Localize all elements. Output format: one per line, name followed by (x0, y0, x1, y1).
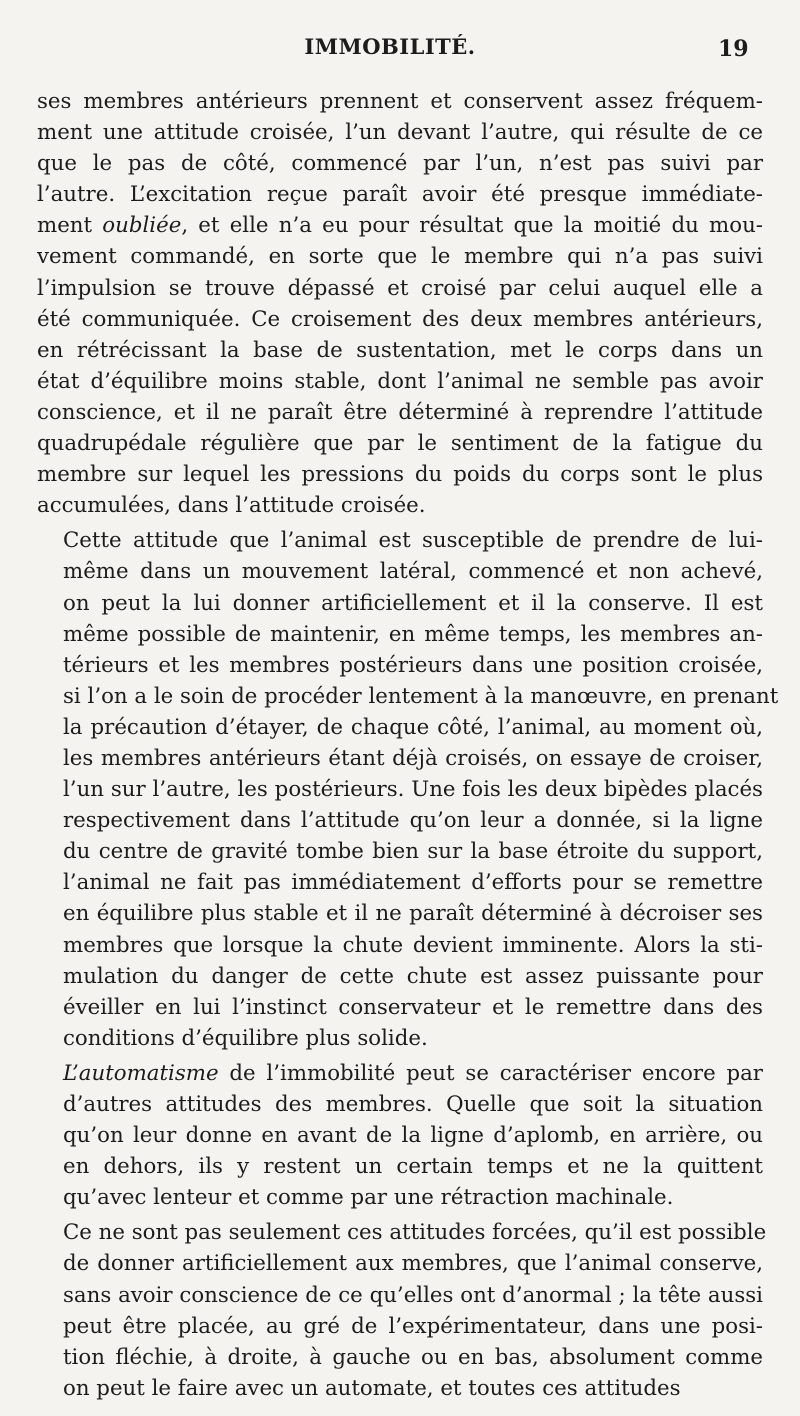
paragraph-3 (37, 1058, 763, 1213)
text-line: du centre de gravité tombe bien sur la base étroite du support, (63, 839, 763, 865)
text-line: tion fléchie, à droite, à gauche ou en bas, absolument comme (63, 1344, 763, 1370)
text-line: on peut la lui donner artificiellement et il la conserve. Il est (63, 590, 763, 616)
text-line: en rétrécissant la base de sustentation, met le corps dans un (37, 337, 763, 363)
text-line: conscience, et il ne paraît être déterminé à reprendre l’attitude (37, 399, 763, 425)
text-line: peut être placée, au gré de l’expérimentateur, dans une posi- (63, 1313, 763, 1339)
text-line: été communiquée. Ce croisement des deux membres antérieurs, (37, 306, 763, 332)
paragraph-2 (37, 525, 779, 1054)
text-line: d’autres attitudes des membres. Quelle que soit la situation (63, 1092, 763, 1117)
text-line: conditions d’équilibre plus solide. (63, 1025, 428, 1051)
text-line: ment oubliée, et elle n’a eu pour résultat que la moitié du mou- (37, 213, 763, 239)
text-line: si l’on a le soin de procéder lentement à la manœuvre, en prenant (63, 683, 779, 709)
italic-term: oubliée (102, 213, 182, 239)
text-line: l’animal ne fait pas immédiatement d’efforts pour se remettre (63, 870, 763, 896)
paragraph-1 (37, 86, 763, 521)
body-text (37, 86, 779, 1404)
text-line: les membres antérieurs étant déjà croisés, on essaye de croiser, (63, 745, 763, 771)
text-line: l’un sur l’autre, les postérieurs. Une fois les deux bipèdes placés (63, 777, 763, 803)
italic-term: L’automatisme (63, 1060, 219, 1086)
text-line: accumulées, dans l’attitude croisée. (37, 493, 426, 519)
text-line: sans avoir conscience de ce qu’elles ont d’anormal ; la tête aussi (63, 1282, 763, 1308)
text-line: l’impulsion se trouve dépassé et croisé par celui auquel elle a (37, 275, 763, 301)
text-line: qu’avec lenteur et comme par une rétraction machinale. (63, 1185, 674, 1211)
paragraph-4 (37, 1217, 767, 1404)
running-title: IMMOBILITÉ. (304, 34, 476, 59)
text-line: la précaution d’étayer, de chaque côté, l’animal, au moment où, (63, 714, 763, 740)
text-line: Cette attitude que l’animal est susceptible de prendre de lui- (63, 528, 763, 554)
text-line: que le pas de côté, commencé par l’un, n’est pas suivi par (37, 151, 763, 177)
text-line: qu’on leur donne en avant de la ligne d’aplomb, en arrière, ou (63, 1123, 763, 1149)
text-line: ment une attitude croisée, l’un devant l’autre, qui résulte de ce (37, 120, 763, 146)
page-number: 19 (718, 36, 749, 62)
text-line: membre sur lequel les pressions du poids du corps sont le plus (37, 462, 763, 488)
text-line: respectivement dans l’attitude qu’on leur a donnée, si la ligne (63, 808, 763, 834)
text-line: Ce ne sont pas seulement ces attitudes forcées, qu’il est possible (63, 1220, 767, 1246)
text-line: vement commandé, en sorte que le membre qui n’a pas suivi (37, 244, 763, 270)
text-line: même dans un mouvement latéral, commencé et non achevé, (63, 559, 763, 585)
text-line: térieurs et les membres postérieurs dans une position croisée, (63, 652, 763, 678)
text-line: mulation du danger de cette chute est assez puissante pour (63, 963, 763, 989)
text-line: ses membres antérieurs prennent et conservent assez fréquem- (37, 89, 763, 114)
text-line: on peut le faire avec un automate, et toutes ces attitudes (63, 1375, 681, 1401)
text-line: même possible de maintenir, en même temps, les membres an- (63, 621, 763, 647)
text-line: état d’équilibre moins stable, dont l’animal ne semble pas avoir (37, 368, 763, 394)
page-header (0, 34, 800, 74)
text-line: L’automatisme de l’immobilité peut se caractériser encore par (63, 1060, 763, 1086)
text-line: en dehors, ils y restent un certain temps et ne la quittent (63, 1154, 763, 1180)
text-line: membres que lorsque la chute devient imminente. Alors la sti- (63, 932, 763, 958)
text-line: en équilibre plus stable et il ne paraît déterminé à décroiser ses (63, 901, 763, 927)
text-line: quadrupédale régulière que par le sentiment de la fatigue du (37, 431, 763, 457)
text-line: l’autre. L’excitation reçue paraît avoir été presque immédiate- (37, 182, 763, 208)
text-line: de donner artificiellement aux membres, que l’animal conserve, (63, 1251, 763, 1277)
text-line: éveiller en lui l’instinct conservateur et le remettre dans des (63, 994, 763, 1020)
